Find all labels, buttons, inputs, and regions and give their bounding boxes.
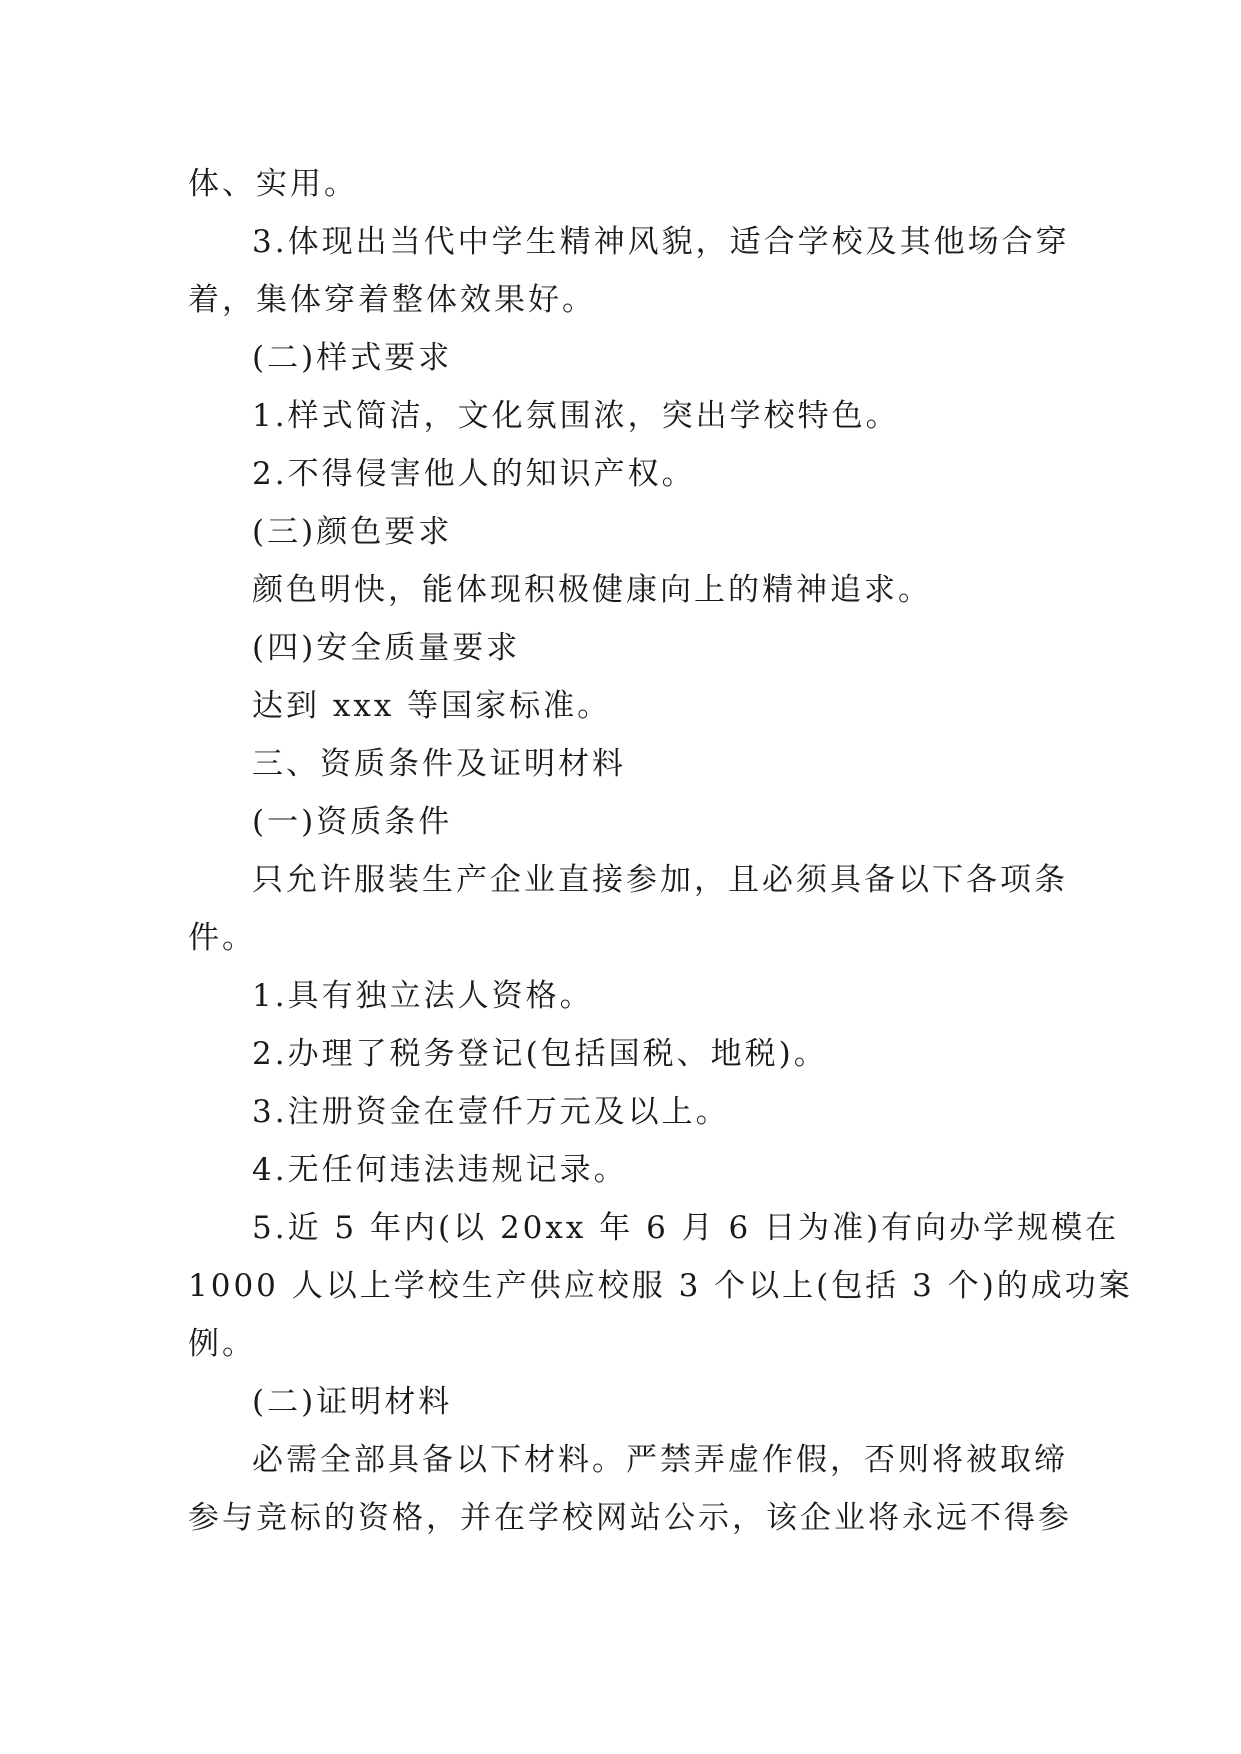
paragraph-line: 必需全部具备以下材料。严禁弄虚作假，否则将被取缔 xyxy=(252,1442,1068,1478)
section-heading: (二)证明材料 xyxy=(252,1384,453,1420)
section-heading: (四)安全质量要求 xyxy=(252,630,521,666)
paragraph-line: 3.体现出当代中学生精神风貌，适合学校及其他场合穿 xyxy=(252,224,1070,260)
chapter-heading: 三、资质条件及证明材料 xyxy=(252,746,626,782)
list-item: 3.注册资金在壹仟万元及以上。 xyxy=(252,1094,730,1130)
section-heading: (一)资质条件 xyxy=(252,804,453,840)
list-item: 1.具有独立法人资格。 xyxy=(252,978,594,1014)
document-body xyxy=(188,155,1133,1547)
list-item: 4.无任何违法违规记录。 xyxy=(252,1152,628,1188)
paragraph-line: 颜色明快，能体现积极健康向上的精神追求。 xyxy=(252,572,932,608)
paragraph-line: 件。 xyxy=(188,920,256,956)
paragraph-line: 着，集体穿着整体效果好。 xyxy=(188,282,596,318)
paragraph-line: 只允许服装生产企业直接参加，且必须具备以下各项条 xyxy=(252,862,1068,898)
paragraph-line: 例。 xyxy=(188,1326,256,1362)
list-item: 5.近 5 年内(以 20xx 年 6 月 6 日为准)有向办学规模在 xyxy=(252,1210,1120,1246)
paragraph-line: 1000 人以上学校生产供应校服 3 个以上(包括 3 个)的成功案 xyxy=(188,1268,1133,1304)
section-heading: (二)样式要求 xyxy=(252,340,453,376)
paragraph-line: 参与竞标的资格，并在学校网站公示，该企业将永远不得参 xyxy=(188,1500,1072,1536)
list-item: 2.办理了税务登记(包括国税、地税)。 xyxy=(252,1036,828,1072)
paragraph-line: 体、实用。 xyxy=(188,166,358,202)
section-heading: (三)颜色要求 xyxy=(252,514,453,550)
list-item: 1.样式简洁，文化氛围浓，突出学校特色。 xyxy=(252,398,900,434)
paragraph-line: 达到 xxx 等国家标准。 xyxy=(252,688,612,724)
list-item: 2.不得侵害他人的知识产权。 xyxy=(252,456,696,492)
